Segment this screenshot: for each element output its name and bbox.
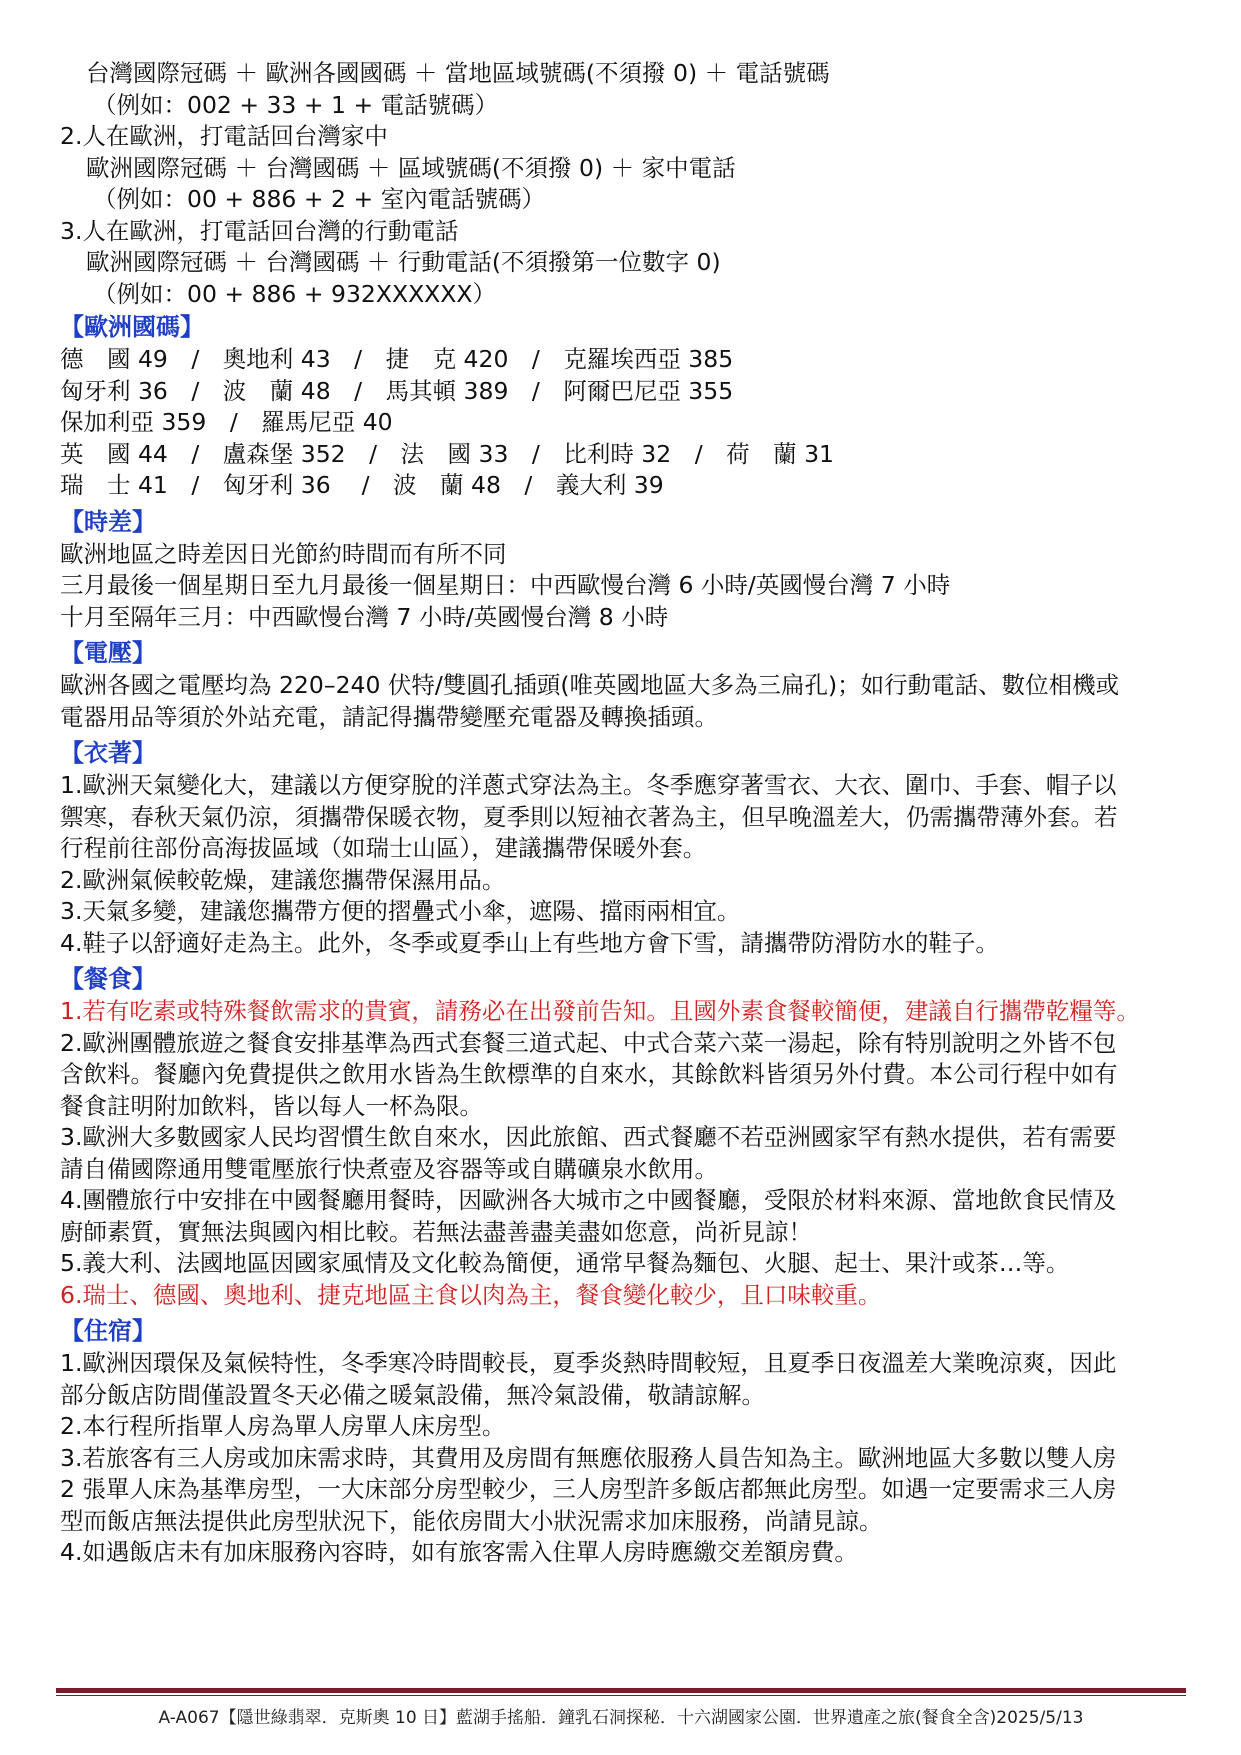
meals-line: 4.團體旅行中安排在中國餐廳用餐時，因歐洲各大城市之中國餐廳，受限於材料來源、當地飲食民情及 <box>60 1186 1117 1214</box>
clothing-line: 4.鞋子以舒適好走為主。此外，冬季或夏季山上有些地方會下雪，請攜帶防滑防水的鞋子。 <box>60 928 999 957</box>
dialing-line-6: 3.人在歐洲，打電話回台灣的行動電話 <box>60 216 459 245</box>
lodging-heading: 【住宿】 <box>60 1317 156 1345</box>
clothing-line: 行程前往部份高海拔區域（如瑞士山區），建議攜帶保暖外套。 <box>60 834 707 862</box>
clothing-line: 禦寒，春秋天氣仍涼，須攜帶保暖衣物，夏季則以短袖衣著為主，但早晚溫差大，仍需攜帶薄外套。若 <box>60 802 1118 831</box>
clothing-heading: 【衣著】 <box>60 739 156 767</box>
meals-line: 3.歐洲大多數國家人民均習慣生飲自來水，因此旅館、西式餐廳不若亞洲國家罕有熱水提供，若有需要 <box>60 1123 1117 1151</box>
lodging-line: 3.若旅客有三人房或加床需求時，其費用及房間有無應依服務人員告知為主。歐洲地區大多數以雙人房 <box>60 1443 1117 1472</box>
footer-rule <box>56 1688 1186 1693</box>
country-code-row: 匈牙利 36 / 波 蘭 48 / 馬其頓 389 / 阿爾巴尼亞 355 <box>60 376 734 405</box>
country-code-row: 英 國 44 / 盧森堡 352 / 法 國 33 / 比利時 32 / 荷 蘭 31 <box>60 439 834 468</box>
country-codes-heading: 【歐洲國碼】 <box>60 313 204 341</box>
lodging-line: 2.本行程所指單人房為單人房單人床房型。 <box>60 1412 506 1440</box>
lodging-line: 2 張單人床為基準房型，一大床部分房型較少，三人房型許多飯店都無此房型。如遇一定要需求三人房 <box>60 1475 1117 1503</box>
dialing-line-5: （例如：00 + 886 + 2 + 室內電話號碼） <box>93 185 546 213</box>
document-body <box>60 58 1190 1569</box>
time-diff-line: 歐洲地區之時差因日光節約時間而有所不同 <box>60 539 507 568</box>
clothing-line: 2.歐洲氣候較乾燥，建議您攜帶保濕用品。 <box>60 865 506 894</box>
meals-line: 餐食註明附加飲料，皆以每人一杯為限。 <box>60 1091 483 1120</box>
clothing-line: 1.歐洲天氣變化大，建議以方便穿脫的洋蔥式穿法為主。冬季應穿著雪衣、大衣、圍巾、手套、帽子以 <box>60 771 1117 799</box>
dialing-line-2: （例如：002 + 33 + 1 + 電話號碼） <box>93 90 499 119</box>
voltage-line: 電器用品等須於外站充電，請記得攜帶變壓充電器及轉換插頭。 <box>60 702 718 731</box>
meals-heading: 【餐食】 <box>60 965 156 993</box>
meals-line: 廚師素質，實無法與國內相比較。若無法盡善盡美盡如您意，尚祈見諒！ <box>60 1217 812 1246</box>
country-code-row: 瑞 士 41 / 匈牙利 36 / 波 蘭 48 / 義大利 39 <box>60 471 664 499</box>
clothing-line: 3.天氣多變，建議您攜帶方便的摺疊式小傘，遮陽、擋雨兩相宜。 <box>60 897 741 925</box>
lodging-line: 型而飯店無法提供此房型狀況下，能依房間大小狀況需求加床服務，尚請見諒。 <box>60 1506 883 1535</box>
time-diff-line: 三月最後一個星期日至九月最後一個星期日：中西歐慢台灣 6 小時/英國慢台灣 7 小時 <box>60 571 951 599</box>
footer-rule-thin <box>56 1695 1186 1696</box>
time-diff-line: 十月至隔年三月：中西歐慢台灣 7 小時/英國慢台灣 8 小時 <box>60 602 669 631</box>
lodging-line: 1.歐洲因環保及氣候特性，冬季寒冷時間較長，夏季炎熱時間較短，且夏季日夜溫差大業晚涼爽，因此 <box>60 1349 1117 1377</box>
meals-warning-meat: 6.瑞士、德國、奧地利、捷克地區主食以肉為主，餐食變化較少，且口味較重。 <box>60 1280 882 1309</box>
lodging-line: 4.如遇飯店未有加床服務內容時，如有旅客需入住單人房時應繳交差額房費。 <box>60 1538 858 1566</box>
country-code-row: 保加利亞 359 / 羅馬尼亞 40 <box>60 408 393 436</box>
dialing-line-8: （例如：00 + 886 + 932XXXXXX） <box>93 279 496 308</box>
dialing-line-4: 歐洲國際冠碼 ＋ 台灣國碼 ＋ 區域號碼(不須撥 0) ＋ 家中電話 <box>86 153 736 182</box>
meals-line: 2.歐洲團體旅遊之餐食安排基準為西式套餐三道式起、中式合菜六菜一湯起，除有特別說明之外皆不包 <box>60 1028 1117 1057</box>
time-diff-heading: 【時差】 <box>60 507 156 536</box>
lodging-line: 部分飯店防間僅設置冬天必備之暖氣設備，無冷氣設備，敬請諒解。 <box>60 1380 765 1409</box>
dialing-line-7: 歐洲國際冠碼 ＋ 台灣國碼 ＋ 行動電話(不須撥第一位數字 0) <box>86 248 721 276</box>
page-footer: A-A067【隱世綠翡翠．克斯奧 10 日】藍湖手搖船．鐘乳石洞探秘．十六湖國家公園．世界遺產之旅(餐食全含)2025/5/13 <box>158 1708 1084 1728</box>
country-code-row: 德 國 49 / 奧地利 43 / 捷 克 420 / 克羅埃西亞 385 <box>60 345 734 373</box>
meals-line: 含飲料。餐廳內免費提供之飲用水皆為生飲標準的自來水，其餘飲料皆須另外付費。本公司行程中如有 <box>60 1060 1118 1088</box>
meals-line: 5.義大利、法國地區因國家風情及文化較為簡便，通常早餐為麵包、火腿、起士、果汁或茶…等。 <box>60 1249 1070 1277</box>
meals-line: 請自備國際通用雙電壓旅行快煮壺及容器等或自購礦泉水飲用。 <box>60 1154 718 1183</box>
meals-warning-vegetarian: 1.若有吃素或特殊餐飲需求的貴賓，請務必在出發前告知。且國外素食餐較簡便，建議自行攜帶乾糧等。 <box>60 997 1140 1025</box>
voltage-line: 歐洲各國之電壓均為 220–240 伏特/雙圓孔插頭(唯英國地區大多為三扁孔)；如行動電話、數位相機或 <box>60 671 1120 699</box>
dialing-line-3: 2.人在歐洲，打電話回台灣家中 <box>60 122 388 150</box>
voltage-heading: 【電壓】 <box>60 639 156 667</box>
dialing-line-1: 台灣國際冠碼 ＋ 歐洲各國國碼 ＋ 當地區域號碼(不須撥 0) ＋ 電話號碼 <box>86 59 830 87</box>
